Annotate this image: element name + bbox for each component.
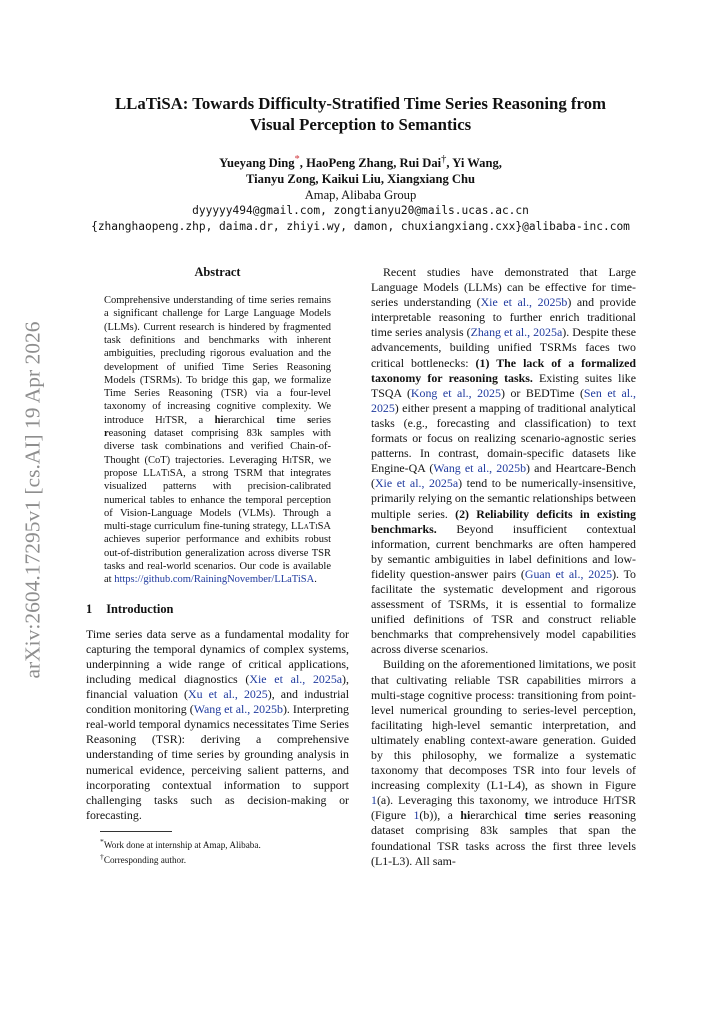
bottleneck-1: (1) The lack of a formalized taxonomy for reasoning tasks. <box>371 355 636 385</box>
intro-paragraph: Recent studies have demonstrated that Large Language Models (LLMs) can be effective for time-series understanding (Xie et al., 2025b) and provide interpretable reasoning to further enrich traditional time series analysis (Zhang et al., 2025a). Despite these advancements, building unified TSRMs faces two critical bottlenecks: (1) The lack of a formalized taxonomy for reasoning tasks. Existing suites like TSQA (Kong et al., 2025) or BEDTime (Sen et al., 2025) either present a mapping of traditional analytical tasks (e.g., forecasting and classification) to text formats or focus on realizing scenario-agnostic series patterns. In contrast, domain-specific datasets like Engine-QA (Wang et al., 2025b) and Heartcare-Bench (Xie et al., 2025a) tend to be numerically-insensitive, primarily relying on the semantic relationships between multiple series. (2) Reliability deficits in existing benchmarks. Beyond insufficient contextual information, current benchmarks are often hampered by semantic ambiguities in label definitions and low-fidelity question-answer pairs (Guan et al., 2025). To facilitate the systematic development and rigorous assessment of TSRMs, it is essential to formalize unified definitions of TSR and construct reliable benchmarks that comprehensively model capabilities across diverse scenarios. <box>371 265 637 657</box>
arxiv-identifier: arXiv:2604.17295v1 [cs.AI] 19 Apr 2026 <box>20 321 45 679</box>
bottleneck-2: (2) Reliability deficits in existing benchmarks. <box>371 506 636 536</box>
dataset-name: HiTSR <box>282 454 312 466</box>
footnote-rule <box>100 831 172 832</box>
left-column <box>86 265 349 866</box>
model-name: LLaTiSA <box>290 521 331 533</box>
footnote-mark: † <box>441 154 447 165</box>
dataset-name: HiTSR <box>602 793 636 808</box>
intro-paragraph: Building on the aforementioned limitations, we posit that cultivating reliable TSR capabilities mirrors a multi-stage cognitive process: transitioning from point-level numerical grounding to series-level perception, facilitating high-level semantic interpretation, and ultimately enabling context-aware generation. Guided by this philosophy, we formalize a systematic taxonomy that decomposes TSR into four levels of increasing complexity (L1-L4), as shown in Figure 1(a). Leveraging this taxonomy, we introduce HiTSR (Figure 1(b)), a hierarchical time series reasoning dataset comprising 83k samples that span the foundational TSR tasks across the first three levels (L1-L3). All sam- <box>371 657 636 868</box>
section-heading-introduction <box>86 602 349 617</box>
citation-link[interactable]: Wang et al., 2025b <box>433 461 527 476</box>
abstract-body: Comprehensive understanding of time series remains a significant challenge for Large Language Models (LLMs). Current research is hindered by fragmented task definitions and benchmarks with inherent ambiguities, precluding rigorous evaluation and the development of unified Time Series Reasoning Models (TSRMs). To bridge this gap, we formalize Time Series Reasoning (TSR) via a four-level taxonomy of increasing cognitive complexity. We introduce HiTSR, a hierarchical time series reasoning dataset comprising 83k samples with diverse task combinations and verified Chain-of-Thought (CoT) trajectories. Leveraging HiTSR, we propose LLaTiSA, a strong TSRM that integrates visualized patterns with precision-calibrated numerical tables to enhance the temporal perception of Vision-Language Models (VLMs). Through a multi-stage curriculum fine-tuning strategy, LLaTiSA achieves superior performance and exhibits robust out-of-distribution generalization across diverse TSR tasks and real-world scenarios. Our code is available at https://github.com/RainingNovember/LLaTiSA. <box>104 295 331 586</box>
figure-reference-link[interactable]: 1 <box>413 808 420 823</box>
right-column <box>371 265 636 869</box>
title-line-2: Visual Perception to Semantics <box>249 115 472 134</box>
citation-link[interactable]: Kong et al., 2025 <box>410 385 501 400</box>
dataset-name: HiTSR <box>155 414 185 426</box>
footnote-1: *Work done at internship at Amap, Alibaba. <box>100 836 261 850</box>
citation-link[interactable]: Xie et al., 2025b <box>480 295 568 310</box>
author-names: , HaoPeng Zhang, Rui Dai <box>299 156 442 171</box>
author-names: , Yi Wang, <box>446 156 502 171</box>
author-line-1 <box>60 152 661 171</box>
code-repository-link[interactable]: https://github.com/RainingNovember/LLaTiSA <box>114 574 315 586</box>
intro-paragraph: Time series data serve as a fundamental modality for capturing the temporal dynamics of complex systems, underpinning a wide range of critical applications, including medical diagnostics (Xie et al., 2025a), financial valuation (Xu et al., 2025), and industrial condition monitoring (Wang et al., 2025b). Interpreting real-world temporal dynamics necessitates Time Series Reasoning (TSR): deriving a comprehensive understanding of time series by grounding analysis in numerical evidence, perceiving salient patterns, and incorporating contextual information to support challenging tasks such as decision-making or forecasting. <box>86 626 349 822</box>
title-line-1: LLaTiSA: Towards Difficulty-Stratified Time Series Reasoning from <box>114 94 607 113</box>
section-number: 1 <box>86 601 93 616</box>
footnote-mark: * <box>294 154 300 165</box>
citation-link[interactable]: Guan et al., 2025 <box>524 566 613 581</box>
citation-link[interactable]: Xie et al., 2025a <box>249 672 343 686</box>
abstract-heading: Abstract <box>194 265 241 279</box>
email-line-1: dyyyyy494@gmail.com, zongtianyu20@mails.ucas.ac.cn <box>192 204 529 218</box>
citation-link[interactable]: Xie et al., 2025a <box>374 476 459 491</box>
model-name: LLaTiSA <box>143 467 184 479</box>
author-block <box>60 152 661 235</box>
citation-link[interactable]: Sen et al., 2025 <box>371 385 636 415</box>
author-name: Yueyang Ding <box>219 156 295 171</box>
section-title: Introduction <box>106 601 174 616</box>
footnote-2: †Corresponding author. <box>100 852 186 866</box>
citation-link[interactable]: Xu et al., 2025 <box>188 687 268 702</box>
citation-link[interactable]: Wang et al., 2025b <box>193 702 283 717</box>
citation-link[interactable]: Zhang et al., 2025a <box>470 325 563 340</box>
affiliation: Amap, Alibaba Group <box>304 188 417 203</box>
figure-reference-link[interactable]: 1 <box>371 793 377 808</box>
email-line-2: {zhanghaopeng.zhp, daima.dr, zhiyi.wy, damon, chuxiangxiang.cxx}@alibaba-inc.com <box>91 220 630 234</box>
author-line-2: Tianyu Zong, Kaikui Liu, Xiangxiang Chu <box>246 172 475 187</box>
arxiv-sidebar-stamp <box>16 300 50 700</box>
paper-title <box>60 93 661 135</box>
